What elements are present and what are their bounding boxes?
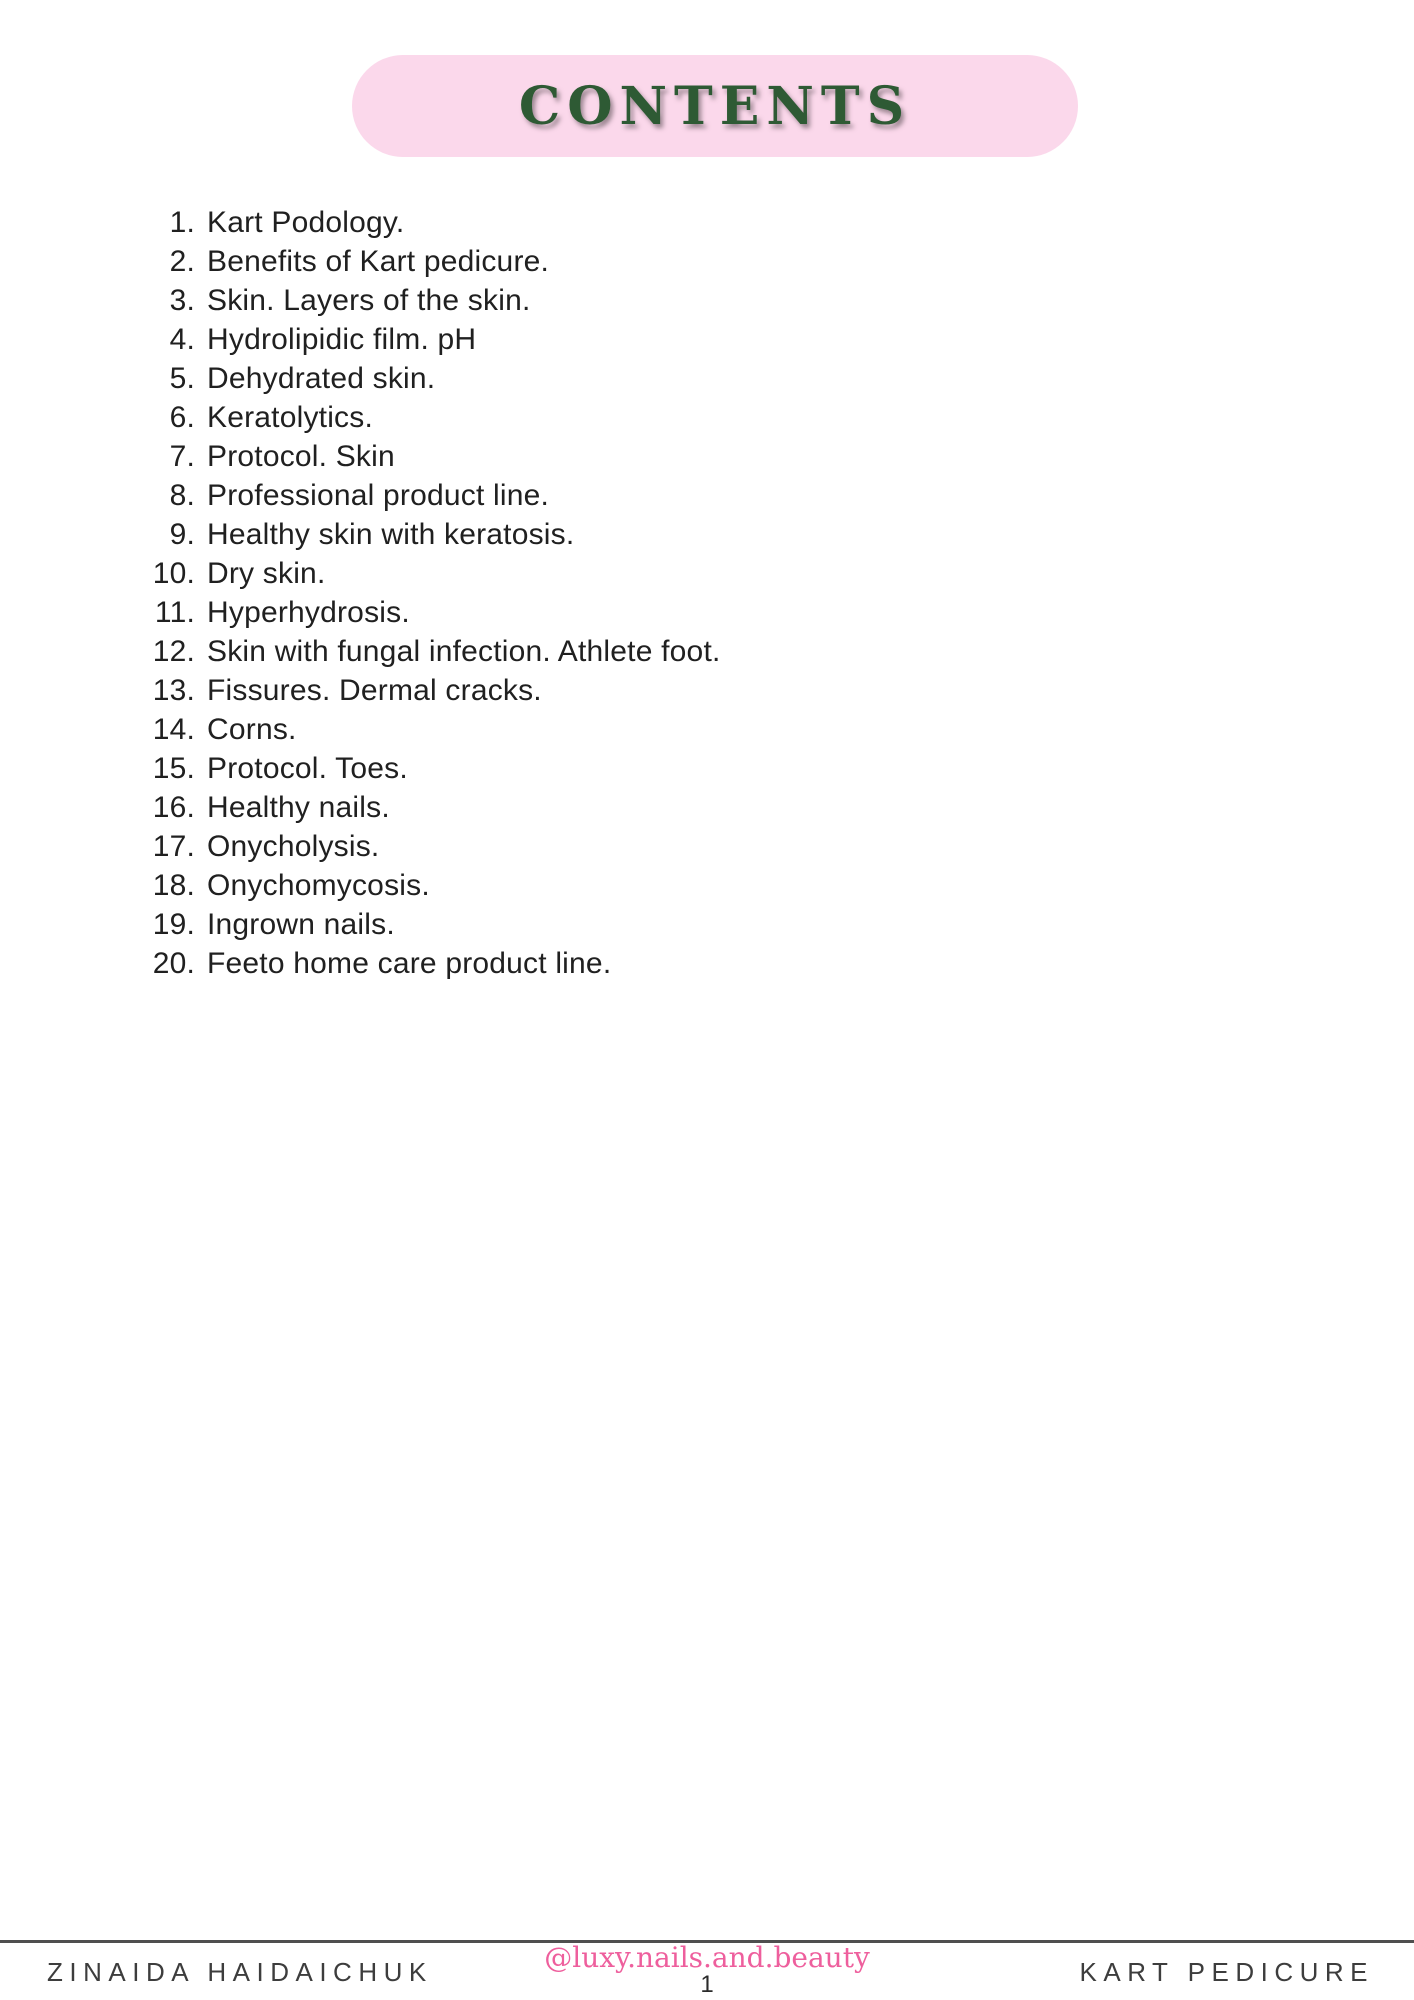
toc-item-label: Dry skin. bbox=[207, 557, 326, 590]
page-title: CONTENTS bbox=[518, 75, 912, 137]
toc-item-number: 1. bbox=[169, 206, 195, 239]
toc-item bbox=[0, 242, 1414, 281]
toc-item bbox=[0, 281, 1414, 320]
toc-item-number: 11. bbox=[154, 596, 195, 629]
toc-item-label: Fissures. Dermal cracks. bbox=[207, 674, 542, 707]
toc-item-label: Protocol. Skin bbox=[207, 440, 395, 473]
toc-item bbox=[0, 554, 1414, 593]
toc-item-label: Skin with fungal infection. Athlete foot. bbox=[207, 635, 721, 668]
toc-item-label: Healthy nails. bbox=[207, 791, 390, 824]
toc-item bbox=[0, 593, 1414, 632]
toc-item-number: 9. bbox=[169, 518, 195, 551]
toc-item-number: 4. bbox=[169, 323, 195, 356]
toc-item-label: Corns. bbox=[207, 713, 297, 746]
toc-list bbox=[0, 203, 1414, 983]
toc-item-number: 17. bbox=[152, 830, 195, 863]
toc-item-number: 16. bbox=[152, 791, 195, 824]
toc-item bbox=[0, 866, 1414, 905]
toc-item-label: Protocol. Toes. bbox=[207, 752, 408, 785]
toc-item-label: Professional product line. bbox=[207, 479, 550, 512]
toc-item-number: 5. bbox=[169, 362, 195, 395]
toc-item-number: 12. bbox=[152, 635, 195, 668]
toc-item bbox=[0, 827, 1414, 866]
toc-item bbox=[0, 359, 1414, 398]
toc-item-number: 7. bbox=[169, 440, 195, 473]
toc-item-label: Onychomycosis. bbox=[207, 869, 430, 902]
toc-item-label: Dehydrated skin. bbox=[207, 362, 436, 395]
toc-item-label: Hydrolipidic film. pH bbox=[207, 323, 477, 356]
toc-item bbox=[0, 905, 1414, 944]
toc-item bbox=[0, 710, 1414, 749]
toc-item bbox=[0, 437, 1414, 476]
toc-item-number: 15. bbox=[152, 752, 195, 785]
toc-item-number: 3. bbox=[169, 284, 195, 317]
toc-item bbox=[0, 320, 1414, 359]
toc-item-label: Ingrown nails. bbox=[207, 908, 395, 941]
toc-item-label: Onycholysis. bbox=[207, 830, 380, 863]
contents-title-pill bbox=[352, 55, 1078, 157]
toc-item-label: Healthy skin with keratosis. bbox=[207, 518, 575, 551]
toc-item-label: Benefits of Kart pedicure. bbox=[207, 245, 550, 278]
footer-instagram-handle: @luxy.nails.and.beauty bbox=[544, 1941, 870, 1974]
toc-item bbox=[0, 944, 1414, 983]
toc-item-number: 6. bbox=[169, 401, 195, 434]
page-number: 1 bbox=[700, 1971, 714, 1998]
toc-item-label: Kart Podology. bbox=[207, 206, 405, 239]
toc-item-label: Feeto home care product line. bbox=[207, 947, 612, 980]
toc-item bbox=[0, 632, 1414, 671]
footer-author-name: ZINAIDA HAIDAICHUK bbox=[47, 1957, 433, 1987]
toc-item bbox=[0, 671, 1414, 710]
toc-item-number: 18. bbox=[152, 869, 195, 902]
toc-item bbox=[0, 203, 1414, 242]
toc-item-label: Keratolytics. bbox=[207, 401, 373, 434]
toc-item-number: 2. bbox=[169, 245, 195, 278]
toc-item-label: Hyperhydrosis. bbox=[207, 596, 410, 629]
toc-item bbox=[0, 476, 1414, 515]
toc-item bbox=[0, 749, 1414, 788]
toc-item-label: Skin. Layers of the skin. bbox=[207, 284, 531, 317]
toc-item bbox=[0, 398, 1414, 437]
footer-brand-name: KART PEDICURE bbox=[1079, 1957, 1374, 1987]
toc-item-number: 8. bbox=[169, 479, 195, 512]
toc-item bbox=[0, 788, 1414, 827]
toc-item-number: 14. bbox=[152, 713, 195, 746]
toc-item-number: 10. bbox=[152, 557, 195, 590]
toc-item-number: 13. bbox=[152, 674, 195, 707]
toc-item-number: 19. bbox=[152, 908, 195, 941]
toc-item bbox=[0, 515, 1414, 554]
toc-item-number: 20. bbox=[152, 947, 195, 980]
